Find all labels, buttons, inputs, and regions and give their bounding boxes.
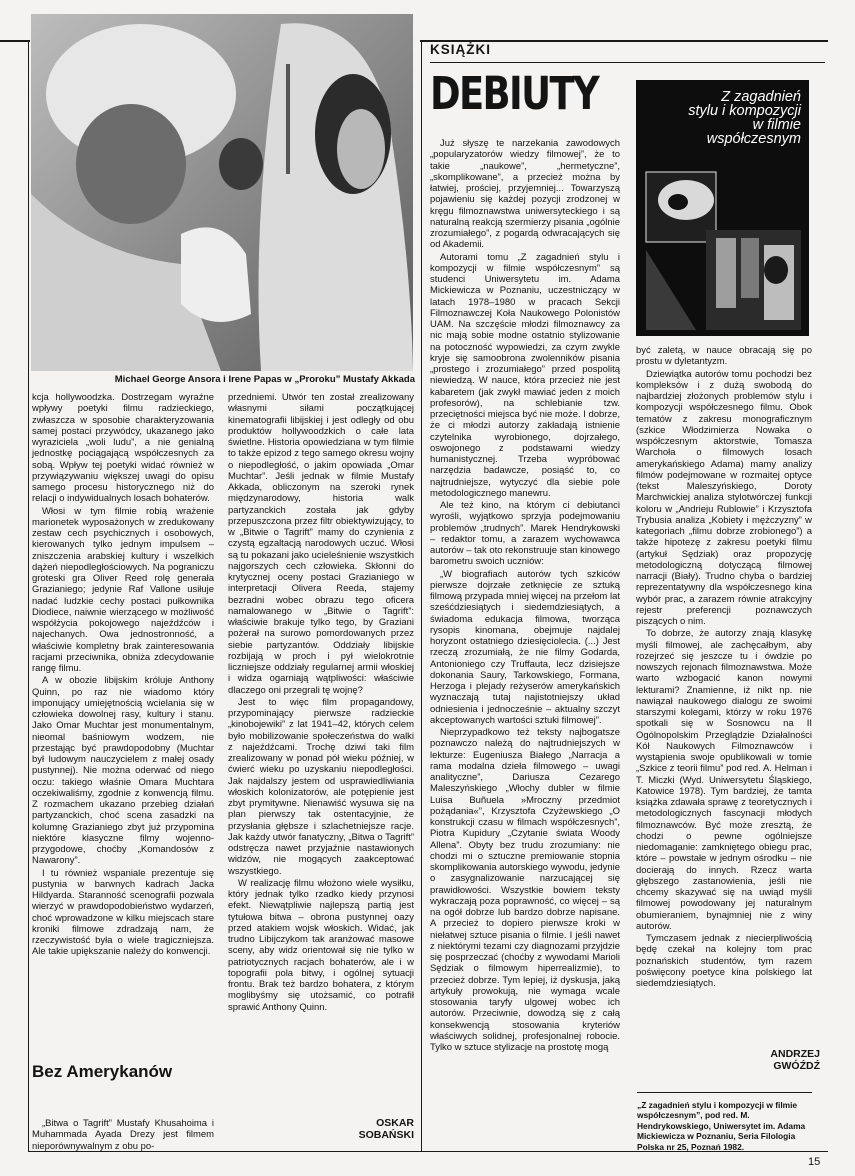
paragraph: „Bitwa o Tagrift” Mustafy Khusahoima i Muhammada Ayada Drezy jest filmem nieporównywalnym z obu po- [32,1118,214,1152]
section-rule [430,62,825,63]
author-line: OSKAR [376,1117,414,1129]
cover-title-line: współczesnym [706,131,801,147]
paragraph: być zaletą, w nauce obracają się po prostu w dyletantyzm. [636,345,812,368]
author-line: ANDRZEJ [770,1048,820,1060]
paragraph: Jest to więc film propagandowy, przypominający pierwsze radzieckie „kinobojewiki” z lat 1941–42, których celem było mobilizowanie społeczeństwa do walki z najeźdźcami. Trochę dziwi taki film zrealizowany w ponad pół wieku później, w ćwierć wieku po uzyskaniu niepodległości. Jak najdalszy jestem od usprawiedliwiania włoskich kolonizatorów, ale potępienie jest zbyt prymitywne. Nienawiść wysuwa się na plan pierwszy tak ostentacyjnie, że przysłania głębsze i szlachetniejsze racje. Jak każdy utwór fanatyczny, „Bitwa o Tagrift” odstręcza nawet przyjaźnie nastawionych widzów, nie mogących zaakceptować wszystkiego. [228,696,414,877]
paragraph: Tymczasem jednak z niecierpliwością będę czekał na kolejny tom prac poznańskich studentów, tym razem poświęcony poetyce kina polskiego lat siedemdziesiątych. [636,933,812,989]
column-divider [421,42,422,1152]
paragraph: Dziewiątka autorów tomu pochodzi bez kompleksów i z dużą swobodą do najbardziej złożonych problemów stylu i kompozycji współczesnego filmu. Obok tematów z zakresu monograficznym (szkice Włodzimierza Nowaka o współczesnym aktorstwie, Tomasza Warchoła o filmowych losach amerykańskiego Adama) mamy analizy filmów podejmowane w rozmaitej optyce (tekst Maleszyńskiego, Doroty Marchwickiej analiza stylotwórczej funkcji koloru w „Andrieju Rublowie” i Krzysztofa Trybusia analiza „Kobiety i mężczyzny” w kategoriach „filmu dobrze zrobionego”) a także hipotezę z zakresu poetyki filmu (artykuł Sędziak) oraz propozycję metodologiczną dotyczącą filmowej narracji (Biały). Trudno chyba o bardziej reprezentatywny dla współczesnego kina wybór prac, a zarazem równie atrakcyjny rejestr preferencji poznawczych piszących o nim. [636,368,812,627]
paragraph: Włosi w tym filmie robią wrażenie marionetek wyposażonych w zredukowany zestaw cech psychicznych i osobowych, kierowanych tylko jednym impulsem – zniszczenia arabskiej kultury i wszelkich dążeń niepodległościowych. Na pograniczu groteski gra Oliver Reed rolę generała Grazianiego; jedynie Raf Vallone usiłuje nadać ludzkie cechy postaci pułkownika Diodiece, naiwnie wierzącego w możliwość współżycia pokojowego najeźdźców i najechanych. Owa jednostronność, a właściwie kompletny brak zainteresowania racjami przeciwnika, obniża zdecydowanie rangę filmu. [32,505,214,674]
section-label: KSIĄŻKI [430,42,491,57]
bookinfo-rule [637,1092,812,1093]
author-line: SOBAŃSKI [358,1129,414,1141]
paragraph: A w obozie libijskim króluje Anthony Quinn, po raz nie wiadomo który imponujący umiejętnością wcielania się w człowieka dowolnej rasy, kultury i stanu. Jako Omar Muchtar jest monumentalnym, nieomal baśniowym wodzem, nie przestając być prawdopodobny (Muchtar był ludowym nauczycielem z małej osady pustynnej). Nie można oderwać od niego oczu: takiego właśnie Omara Muchtara oczekiwaliśmy, zgodnie z konwencją filmu. Z rozmachem ukazano przebieg działań partyzanckich, choć scena zasadzki na kolumnę Grazianiego zbyt już przypomina niektóre klasyczne filmy wojenno-przygodowe, choćby „Komandosów z Nawarony”. [32,675,214,867]
book-review-column-4 [636,345,812,1045]
book-cover [636,80,809,336]
paragraph: Autorami tomu „Z zagadnień stylu i kompozycji w filmie współczesnym” są studenci Uniwersytetu im. Adama Mickiewicza w Poznaniu, uczestniczący w latach 1978–1980 w pracach Sekcji Filmoznawczej Koła Naukowego Polonistów UAM. Na szczęście młodzi filmoznawcy za nic mają sobie modne ostatnio stylizowanie na potoczność wypowiedzi, za czym zwykle kryje się samoobrona zwolenników pisania „prostego i zrozumiałego” przed pospolitą niewiedzą. W naucе, która przecież nie jest kabaretem (jak zwykł mawiać jeden z moich profesorów), na schlebianie tzw. przeciętności miejsca być nie może. I dobrze, że ci młodzi autorzy zakładają istnienie czytelnika wyrobionego, dojrzałego, oswojonego z podstawami wiedzy humanistycznej. Trzeba wypróbować narzędzia badawcze, posiąść to, co najtrudniejsze, wytyczyć dla siebie pole metodologicznego manewru. [430,251,620,499]
paragraph: Już słyszę te narzekania zawodowych „popularyzatorów wiedzy filmowej”, że to takie „naukowe”, „hermetyczne”, „skomplikowane”, a przecież można by łatwiej, prościej, przyjemniej... Towarzyszą pojawieniu się każdej pozycji zrodzonej w kręgu filmoznawstwa uniwersyteckiego i są naturalną reakcją szermierzy pisania „ogólnie zrozumiałego”, z pogardą odwracających się od Akademii. [430,138,620,251]
film-still-photo [31,14,413,371]
cover-title-line: stylu i kompozycji [688,103,801,119]
film-review-column-2 [228,392,414,1077]
paragraph: Nieprzypadkowo też teksty najbogatsze poznawczo należą do najtrudniejszych w lekturze: Eugeniusza Białego „Narracja a rama modalna dzieła filmowego – uwagi analityczne”, Dariusza Cezarego Maleszyńskiego „Włochy dubler w filmie Luisa Buñuela »Mroczny przedmiot pożądania«”, Krzysztofa Czyżewskiego „O konstrukcji czasu w filmach współczesnych”, Piotra Kupidury „Czytanie świata Woody Allena”. Obyty bez trudu zrozumiany: nie chodzi mi o sztuczne premiowanie stopnia skomplikowania autorskiego wywodu, jedynie o zasygnalizowanie narzucającej się prawidłowości. Wszystkie bowiem teksty wykraczają poza poprawność, co więcej – są na ogół dobrze lub bardzo dobrze napisane. A przecież to dopiero pierwsze kroki w niełatwej sztuce pisania o filmie. I jeśli nawet z niektórymi tezami czy diagnozami przyjdzie się posprzeczać (choćby z wywodami Marioli Sędziak o filmowym hiperrealizmie), to przecież dobrze. Tym lepiej, iż dyskusja, jaką artykuły prowokują, nie wymaga wcale stosowania taryfy ulgowej wobec ich autorów. Przeciwnie, dowodzą się z całą konsekwencją stosowania kryteriów właściwych solidnej, profesjonalnej robocie. Tylko w sztuce stylizacje na prostotę mogą [430,727,620,1053]
book-review-author [700,1048,820,1072]
film-review-intro [32,1118,214,1152]
film-still-image [31,14,413,371]
cover-title-line: w filmie [752,117,801,133]
paragraph: kcja hollywoodzka. Dostrzegam wyraźne wpływy poetyki filmu radzieckiego, zwłaszcza w sposobie charakteryzowania samej postaci przywódcy, ukazanego jako wyraziciela „woli ludu”, a nie genialną jednostkę pociągającą współczesnych za sobą. Wpływ tej poetyki widać również w przywiązywaniu większej uwagi do opisu samego procesu historycznego niż do relacji o indywidualnych losach bohaterów. [32,392,214,505]
left-margin-rule [28,42,29,1152]
film-review-column-1 [32,392,214,1052]
book-cover-title [651,90,801,146]
cover-title-line: Z zagadnień [721,89,801,105]
headline: DEBIUTY [430,67,599,120]
paragraph: W realizację filmu włożono wiele wysiłku, który jednak tylko rzadko kiedy przynosi efekt. Niewątpliwie najlepszą partią jest tytułowa bitwa – obrona pustynnej oazy przed atakiem wojsk włoskich. Widać, jak trudno Libijczykom tak aranżować masowe sceny, aby widz orientował się nie tylko w patriotycznych racjach bohaterów, ale i w topografii pola bitwy, i ogólnej sytuacji frontu. Brak też bardzo bohatera, z którym moglibyśmy się utożsamić, co potrafił sprawić Anthony Quinn. [228,877,414,1013]
author-line: GWÓŹDŹ [773,1060,820,1072]
book-review-column-3 [430,138,620,1148]
photo-caption: Michael George Ansora i Irene Papas w „Proroku” Mustafy Akkada [114,374,415,385]
paragraph: przedniemi. Utwór ten został zrealizowany własnymi siłami początkującej kinematografii libijskiej i jest odległy od obu produktów hollywoodzkich o całe lata świetlne. Historia opowiedziana w tym filmie to także epizod z tego samego okresu wojny o niepodległość, o jakim opowiada „Omar Muchtar”. Jeśli jednak w filmie Mustafy Akkada, obliczonym na szeroki rynek międzynarodowy, historia walk partyzanckich została jak gdyby przepuszczona przez filtr obiektywizujący, to w „Bitwie o Tagrift” mamy do czynienia z czystą egzaltacją narodowych uczuć. Włosi są tu pokazani jako ucieleśnienie wszystkich najgorszych cech człowieka. Skłonni do krytycznej oceny postaci Grazianiego w interpretacji Olivera Reeda, stajemy bezradni wobec obrazu tego oficera namalowanego w „Bitwie o Tagrift”: właściwie brakuje tylko tego, by Graziani pożerał na surowo pomordowanych przez siebie partyzantów. Oddziały libijskie rozbijają w proch i pył wielokrotnie liczniejsze oddziały regularnej armii włoskiej i widza ogarniają wątpliwości: właściwie dlaczego oni przegrali tę wojnę? [228,392,414,696]
subheading: Bez Amerykanów [32,1062,173,1081]
book-bibliographic-note: „Z zagadnień stylu i kompozycji w filmie współczesnym”, pod red. M. Hendrykowskiego, Uniwersytet im. Adama Mickiewicza w Poznaniu, Seria Filologia Polska nr 25, Poznań 1982. [637,1100,806,1152]
paragraph: „W biografiach autorów tych szkiców pierwsze dojrzałe zetknięcie ze sztuką filmową przypada mniej więcej na przełom lat sześćdziesiątych i siedemdziesiątych, a świadoma edukacja filmowa, tworząca rysopis kinomana, obejmuje najdalej horyzont ostatniego dziesięciolecia. (...) Jest rzeczą zrozumiałą, że nie filmy Godarda, Antonioniego czy Truffauta, lecz dzisiejsze dokonania Saury, Tarkowskiego, Formana, Herzoga i plejady reżyserów amerykańskich wyznaczają tutaj najistotniejszy układ odniesienia i jednocześnie – aktualny szczyt akceptowanych wartości sztuki filmowej”. [430,568,620,726]
paragraph: I tu również wspaniale prezentuje się pustynia w barwnych kadrach Jacka Hildyarda. Staranność scenografii pozwala wierzyć w prawdopodobieństwo wydarzeń, choć wprowadzone w kilku miejscach stare kroniki filmowe zdradzają nam, że rzeczywistość była o wiele tragiczniejsza. Ale takie upiększanie należy do konwencji. [32,867,214,958]
page-number: 15 [808,1156,821,1168]
top-rule-left [0,40,30,42]
paragraph: Ale też kino, na którym ci debiutanci wyrośli, wyjątkowo sprzyja podejmowaniu problemów „trudnych”. Marek Hendrykowski – redaktor tomu, a zarazem wychowawca autorów – tak oto rekonstruuje stan kinowego barometru swoich uczniów: [430,500,620,568]
film-review-author [310,1117,414,1141]
paragraph: To dobrze, że autorzy znają klasykę myśli filmowej, ale zachęcałbym, aby rozejrzeć się jeszcze tu i ówdzie po nowszych rejonach filmoznawstwa. Może warto wzbogacić kanon nowymi lekturami? Znamienne, iż nikt np. nie nawiązał naukowego dialogu ze swoimi starszymi kolegami, którzy w roku 1976 spotkali się w Sosnowcu na II Ogólnopolskim Przeglądzie Działalności Kół Naukowych Filmoznawców i wystąpienia swoje opublikowali w tomie „Szkice z teorii filmu” pod red. A. Helman i T. Miczki (Wyd. Uniwersytetu Śląskiego, Katowice 1978). Tym bardziej, że tamta książka zdawała sprawę z teoretycznych i metodologicznych fascynacji młodych filmoznawców. Być może zresztą, że chodzi o pewne ogólniejsze niedomaganie: zamkniętego obiegu prac, które – powstałe w jednym ośrodku – nie docierają do innych. Rzecz warta głębszego zastanowienia, jeśli nie chcemy skazywać się na uwiąd myśli filmowej powodowany jej naturalnym obumieraniem, bynajmniej nie z winy autorów. [636,628,812,932]
